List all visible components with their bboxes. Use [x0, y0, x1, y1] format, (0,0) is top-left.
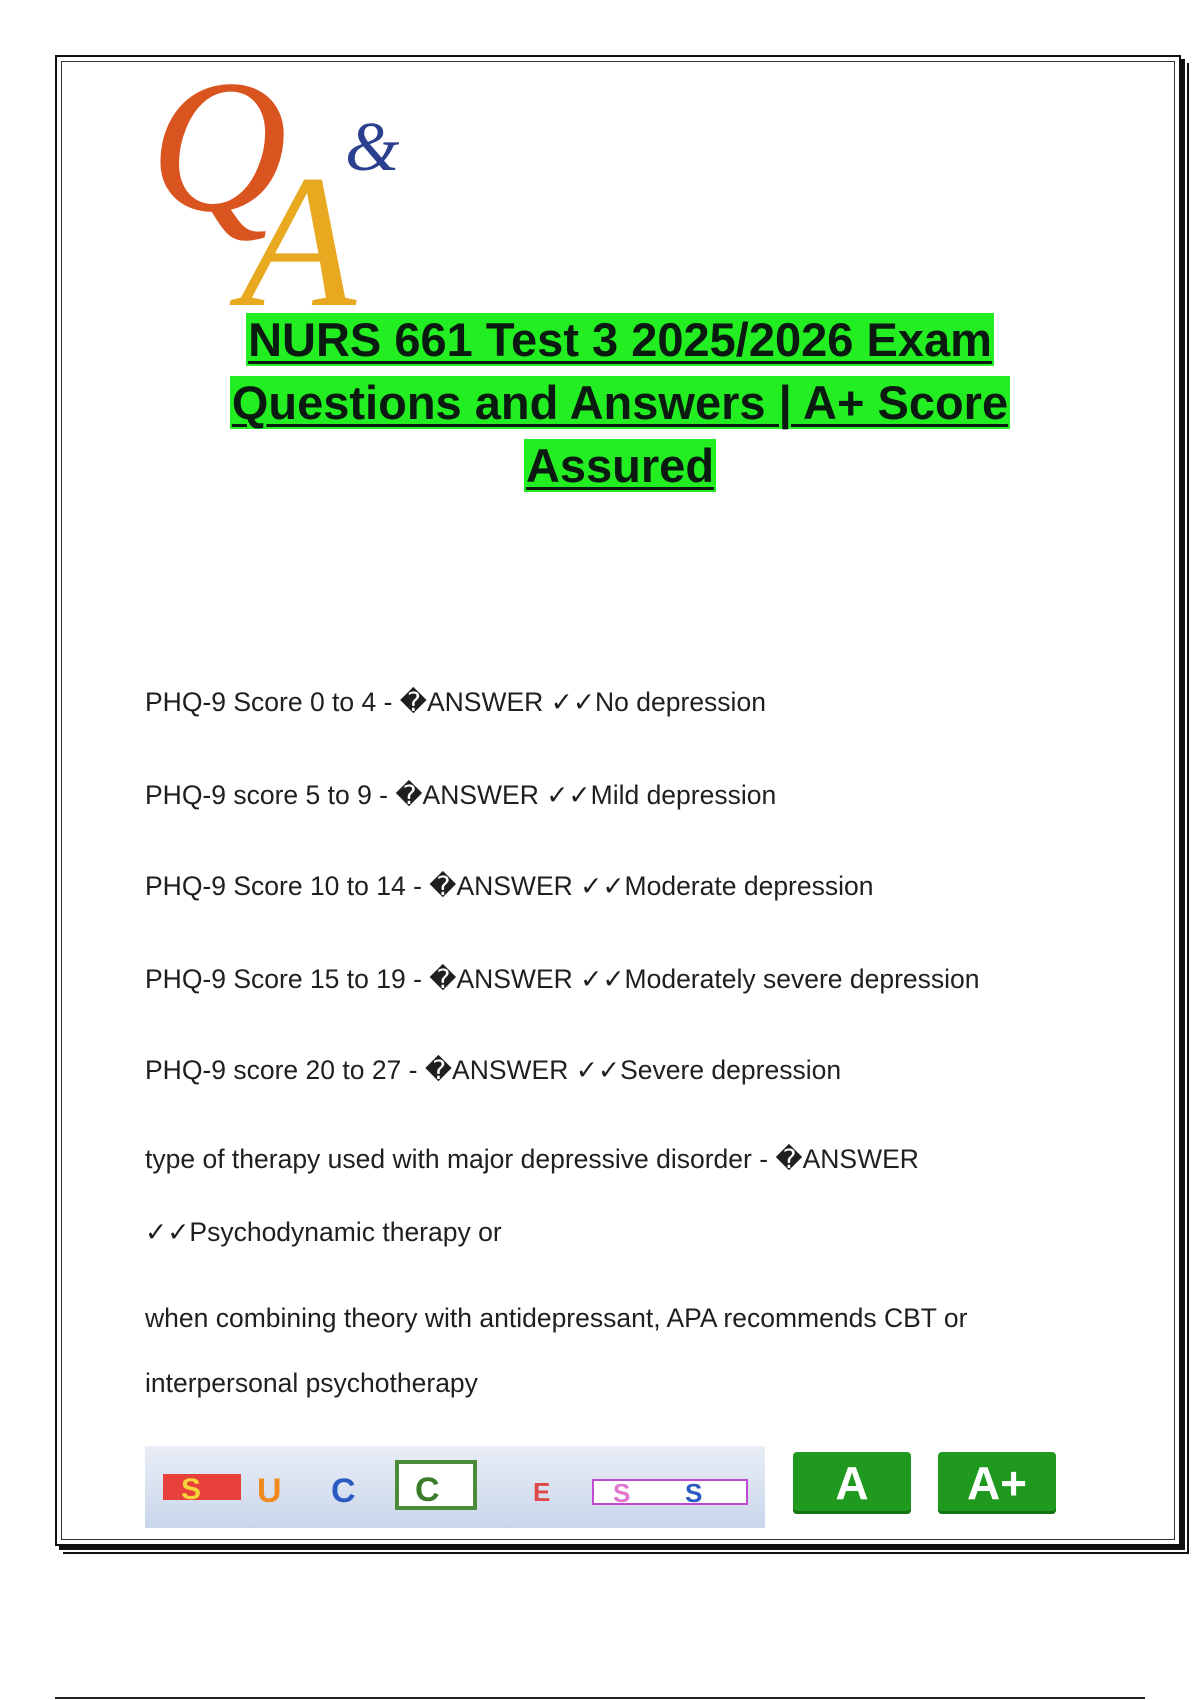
success-letter: S: [613, 1478, 631, 1508]
page-bottom-rule: [55, 1697, 1145, 1699]
logo-letter-a: A: [240, 137, 357, 310]
qa-item: ✓✓Psychodynamic therapy or: [145, 1217, 502, 1247]
logo-ampersand: &: [345, 109, 400, 186]
title-line-3: Assured: [525, 439, 715, 492]
qa-item: type of therapy used with major depressive disorder - �ANSWER: [145, 1144, 919, 1174]
success-letter: E: [533, 1477, 551, 1507]
title-line-2: Questions and Answers | A+ Score: [231, 376, 1009, 429]
qa-item: PHQ-9 Score 15 to 19 - �ANSWER ✓✓Moderately severe depression: [145, 964, 980, 994]
success-letter: C: [415, 1471, 440, 1509]
success-banner: [145, 1446, 765, 1528]
document-title: [150, 308, 1090, 497]
qa-item: PHQ-9 score 5 to 9 - �ANSWER ✓✓Mild depression: [145, 780, 777, 810]
success-letter: U: [257, 1472, 282, 1510]
success-letter: S: [685, 1478, 703, 1508]
qa-item: interpersonal psychotherapy: [145, 1368, 478, 1398]
qa-logo: [150, 70, 470, 310]
success-letter: C: [331, 1472, 356, 1510]
grade-a-badge: A: [793, 1452, 911, 1514]
qa-item: when combining theory with antidepressant, APA recommends CBT or: [145, 1303, 968, 1333]
qa-item: PHQ-9 score 20 to 27 - �ANSWER ✓✓Severe depression: [145, 1055, 842, 1085]
logo-letter-q: Q: [150, 70, 288, 252]
grade-aplus-badge: A+: [938, 1452, 1056, 1514]
qa-item: PHQ-9 Score 10 to 14 - �ANSWER ✓✓Moderate depression: [145, 871, 874, 901]
title-line-1: NURS 661 Test 3 2025/2026 Exam: [248, 313, 992, 366]
success-letter: S: [181, 1473, 202, 1506]
qa-item: PHQ-9 Score 0 to 4 - �ANSWER ✓✓No depression: [145, 687, 766, 717]
